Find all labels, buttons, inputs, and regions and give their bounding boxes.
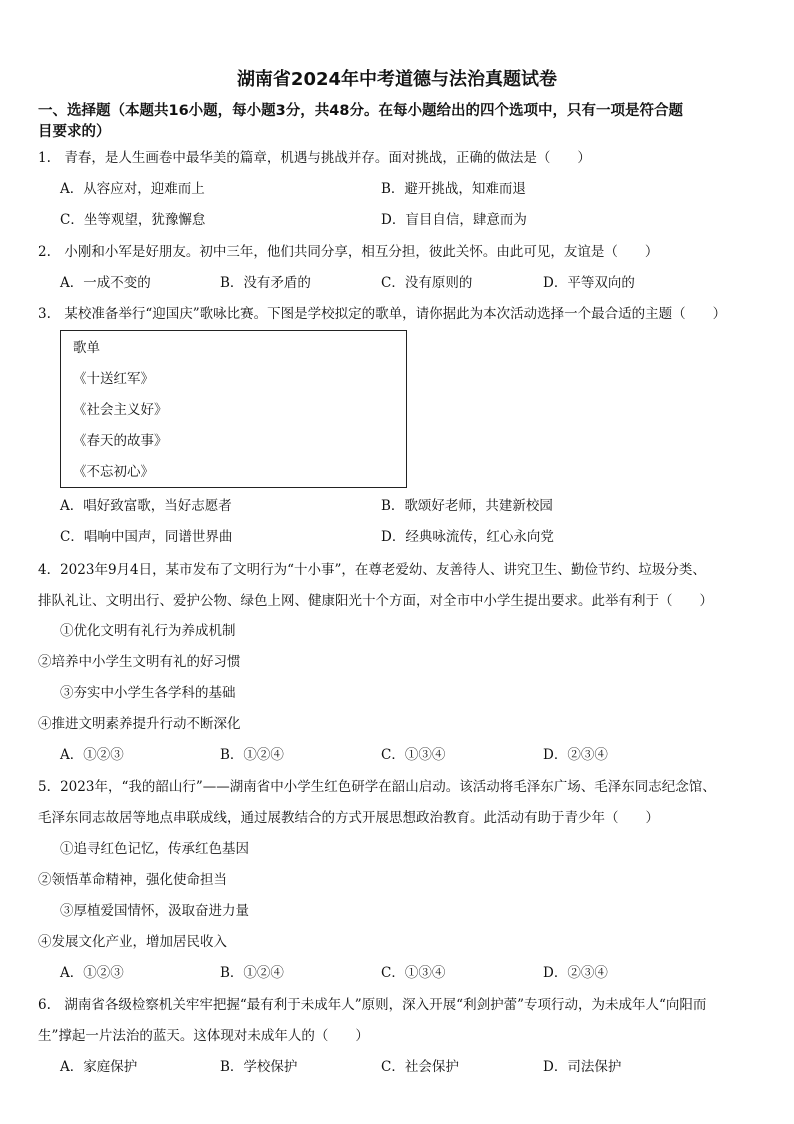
question-2-option-a[interactable]: A．一成不变的 xyxy=(60,275,151,291)
question-6-stem-line-2: 生”撑起一片法治的蓝天。这体现对未成年人的（ ） xyxy=(38,1028,369,1044)
question-2-option-b[interactable]: B．没有矛盾的 xyxy=(220,275,311,291)
question-4-stem-line-2: 排队礼让、文明出行、爱护公物、绿色上网、健康阳光十个方面，对全市中小学生提出要求。此举有利于（ ） xyxy=(38,593,713,609)
question-5-item-4: ④发展文化产业，增加居民收入 xyxy=(38,934,227,950)
question-5-option-b[interactable]: B．①②④ xyxy=(220,965,284,981)
question-5-item-3: ③厚植爱国情怀，汲取奋进力量 xyxy=(60,903,249,919)
question-4-item-3: ③夯实中小学生各学科的基础 xyxy=(60,685,236,701)
question-1-option-c[interactable]: C．坐等观望，犹豫懈怠 xyxy=(60,212,206,228)
question-4-item-2: ②培养中小学生文明有礼的好习惯 xyxy=(38,654,241,670)
question-1-stem: 1. 青春，是人生画卷中最华美的篇章，机遇与挑战并存。面对挑战，正确的做法是（ ） xyxy=(38,150,591,166)
question-1-option-b[interactable]: B．避开挑战，知难而退 xyxy=(381,181,526,197)
question-6-option-a[interactable]: A．家庭保护 xyxy=(60,1059,138,1075)
question-3-option-b[interactable]: B．歌颂好老师，共建新校园 xyxy=(381,498,553,514)
section-heading-line-2: 目要求的） xyxy=(38,124,111,140)
question-2-option-c[interactable]: C．没有原则的 xyxy=(381,275,473,291)
question-2-option-d[interactable]: D．平等双向的 xyxy=(543,275,635,291)
page-title: 湖南省2024年中考道德与法治真题试卷 xyxy=(236,69,558,90)
section-heading xyxy=(38,101,762,143)
song-list-item: 《不忘初心》 xyxy=(73,464,154,480)
question-6-stem-line-1: 6. 湖南省各级检察机关牢牢把握“最有利于未成年人”原则，深入开展“利剑护蕾”专项行动，为未成年人“向阳而 xyxy=(38,997,707,1013)
question-6-option-c[interactable]: C．社会保护 xyxy=(381,1059,459,1075)
question-4-item-1: ①优化文明有礼行为养成机制 xyxy=(60,623,236,639)
question-5-item-2: ②领悟革命精神，强化使命担当 xyxy=(38,872,227,888)
question-5-stem-line-1: 5．2023年，“我的韶山行”——湖南省中小学生红色研学在韶山启动。该活动将毛泽东广场、毛泽东同志纪念馆、 xyxy=(38,779,716,795)
question-2-stem: 2. 小刚和小军是好朋友。初中三年，他们共同分享，相互分担，彼此关怀。由此可见，友谊是（ ） xyxy=(38,244,659,260)
section-heading-line-1: 一、选择题（本题共16小题，每小题3分，共48分。在每小题给出的四个选项中，只有一项是符合题 xyxy=(38,103,683,119)
song-list-box xyxy=(60,330,407,488)
question-3-option-a[interactable]: A．唱好致富歌，当好志愿者 xyxy=(60,498,232,514)
question-4-option-d[interactable]: D．②③④ xyxy=(543,747,608,763)
question-5-option-d[interactable]: D．②③④ xyxy=(543,965,608,981)
question-4-item-4: ④推进文明素养提升行动不断深化 xyxy=(38,716,241,732)
question-1-option-d[interactable]: D．盲目自信，肆意而为 xyxy=(381,212,527,228)
question-5-option-a[interactable]: A．①②③ xyxy=(60,965,124,981)
question-4-option-c[interactable]: C．①③④ xyxy=(381,747,446,763)
song-list-header: 歌单 xyxy=(73,340,100,356)
question-4-stem-line-1: 4．2023年9月4日，某市发布了文明行为“十小事”，在尊老爱幼、友善待人、讲究卫生、勤俭节约、垃圾分类、 xyxy=(38,562,706,578)
question-3-option-c[interactable]: C．唱响中国声，同谱世界曲 xyxy=(60,529,233,545)
question-6-option-d[interactable]: D．司法保护 xyxy=(543,1059,622,1075)
question-3-option-d[interactable]: D．经典咏流传，红心永向党 xyxy=(381,529,554,545)
question-1-option-a[interactable]: A．从容应对，迎难而上 xyxy=(60,181,205,197)
question-4-option-a[interactable]: A．①②③ xyxy=(60,747,124,763)
song-list-item: 《十送红军》 xyxy=(73,371,154,387)
question-3-stem: 3. 某校准备举行“迎国庆”歌咏比赛。下图是学校拟定的歌单，请你据此为本次活动选择一个最合适的主题（ ） xyxy=(38,306,727,322)
song-list-item: 《春天的故事》 xyxy=(73,433,168,449)
song-list-item: 《社会主义好》 xyxy=(73,402,168,418)
question-5-option-c[interactable]: C．①③④ xyxy=(381,965,446,981)
question-6-option-b[interactable]: B．学校保护 xyxy=(220,1059,298,1075)
question-5-stem-line-2: 毛泽东同志故居等地点串联成线，通过展教结合的方式开展思想政治教育。此活动有助于青少年（ ） xyxy=(38,810,659,826)
question-5-item-1: ①追寻红色记忆，传承红色基因 xyxy=(60,841,249,857)
question-4-option-b[interactable]: B．①②④ xyxy=(220,747,284,763)
